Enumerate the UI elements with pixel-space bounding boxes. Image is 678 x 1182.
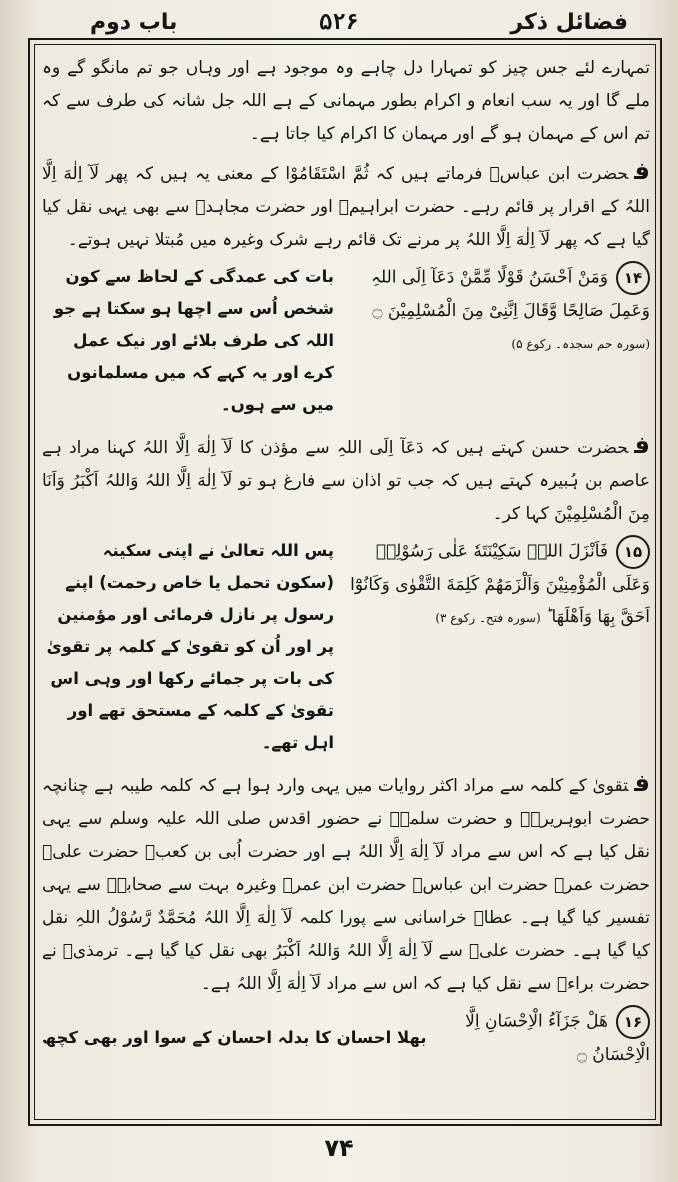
surah-reference: (سورہ فتح۔ رکوع ۳) — [435, 611, 541, 625]
page-number: ۵۲۶ — [319, 10, 359, 35]
commentary-paragraph-2 — [42, 429, 650, 531]
footer-page-marker: ۷۴ — [324, 1134, 354, 1162]
verse-arabic — [350, 261, 650, 421]
commentary-text: حضرت ابن عباسؓ فرماتے ہیں کہ ثُمَّ اسْتَقَامُوْا کے معنی یہ ہیں کہ پھر لَآ اِلٰهَ اِلَّا اللہُ کے اقرار پر قائم رہے۔ حضرت ابراہیمؒ اور حضرت مجاہدؒ سے بھی یہی نقل کیا گیا ہے کہ پھر لَآ اِلٰهَ اِلَّا اللہُ پر مرنے تک قائم رہے شرک وغیرہ میں مُبتلا نہیں ہوتے۔ — [42, 164, 650, 250]
fa-marker: ف — [634, 431, 650, 459]
fa-marker: ف — [634, 769, 650, 797]
chapter-title: باب دوم — [90, 10, 178, 35]
commentary-paragraph-3 — [42, 767, 650, 1001]
verse-number-badge: ۱۶ — [616, 1005, 650, 1039]
verse-translation: پس اللہ تعالیٰ نے اپنی سکینہ (سکون تحمل یا خاص رحمت) اپنے رسول پر نازل فرمائی اور مؤمنین پر اور اُن کو تقویٰ کے کلمہ پر تقویٰ کی بات پر جمائے رکھا اور وہی اس تقویٰ کے کلمہ کے مستحق تھے اور اہل تھے۔ — [46, 541, 334, 752]
verse-arabic — [455, 1005, 650, 1071]
fa-marker: ف — [634, 157, 650, 185]
commentary-paragraph-1 — [42, 155, 650, 257]
book-title: فضائل ذکر — [510, 10, 628, 35]
paragraph-1: تمہارے لئے جس چیز کو تمہارا دل چاہے وہ موجود ہے اور وہاں جو تم مانگو گے وہ ملے گا اور یہ سب انعام و اکرام بطور مہمانی کے ہے اللہ جل شانہ کی طرف سے کہ تم اس کے مہمان ہو گے اور مہمان کا اکرام کیا جاتا ہے۔ — [42, 58, 650, 144]
verse-14 — [42, 261, 650, 421]
arabic-text: وَمَنْ اَحْسَنُ قَوْلًا مِّمَّنْ دَعَآ اِلَى اللہِ وَعَمِلَ صَالِحًا وَّقَالَ اِنَّنِیْ مِنَ الْمُسْلِمِیْنَ ۝ — [371, 267, 650, 321]
verse-15 — [42, 535, 650, 759]
verse-number-badge: ۱۴ — [616, 261, 650, 295]
surah-reference: (سورہ حم سجدہ۔ رکوع ۵) — [511, 337, 650, 351]
verse-arabic — [350, 535, 650, 759]
verse-16 — [42, 1005, 650, 1071]
arabic-text: هَلْ جَزَآءُ الْاِحْسَانِ اِلَّا الْاِحْسَانُ ۝ — [465, 1011, 650, 1065]
commentary-text: تقویٰ کے کلمہ سے مراد اکثر روایات میں یہی وارد ہوا ہے کہ کلمہ طیبہ ہے چنانچہ حضرت ابوہریرہؓ و حضرت سلمہؓ نے حضور اقدس صلی اللہ علیہ وسلم سے یہی نقل کیا ہے کہ اس سے مراد لَآ اِلٰهَ اِلَّا اللہُ ہے اور حضرت اُبی بن کعبؓ حضرت علیؓ حضرت عمرؓ حضرت ابن عباسؓ حضرت ابن عمرؓ وغیرہ بہت سے صحابہؓ سے یہی تفسیر کیا گیا ہے۔ عطاؒ خراسانی سے پورا کلمہ لَآ اِلٰهَ اِلَّا اللہُ مُحَمَّدٌ رَّسُوْلُ اللہِ نقل کیا گیا ہے۔ حضرت علیؓ سے لَآ اِلٰهَ اِلَّا اللہُ وَاللہُ اَکْبَرُ بھی نقل کیا گیا ہے۔ ترمذیؒ نے حضرت براءؓ سے نقل کیا ہے کہ اس سے مراد لَآ اِلٰهَ اِلَّا اللہُ ہے۔ — [42, 776, 650, 994]
verse-translation: بھلا احسان کا بدلہ احسان کے سوا اور بھی کچھ — [42, 1028, 427, 1047]
arabic-text: فَاَنْزَلَ اللہُ سَکِیْنَتَهٗ عَلٰی رَسُوْلِهٖ وَعَلَى الْمُؤْمِنِیْنَ وَاَلْزَمَهُمْ کَلِمَةَ التَّقْوٰی وَکَانُوْٓا اَحَقَّ بِهَا وَاَهْلَهَا ؕ — [350, 541, 650, 627]
verse-number-badge: ۱۵ — [616, 535, 650, 569]
verse-translation: بات کی عمدگی کے لحاظ سے کون شخص اُس سے اچھا ہو سکتا ہے جو اللہ کی طرف بلائے اور نیک عمل کرے اور یہ کہے کہ میں مسلمانوں میں سے ہوں۔ — [53, 267, 334, 414]
commentary-text: حضرت حسن کہتے ہیں کہ دَعَآ اِلَى اللہِ سے مؤذن کا لَآ اِلٰهَ اِلَّا اللہُ کہنا مراد ہے عاصم بن ہُبیرہ کہتے ہیں کہ جب تو اذان سے فارغ ہو تو لَآ اِلٰهَ اِلَّا اللہُ وَاللہُ اَکْبَرُ وَاَنَا مِنَ الْمُسْلِمِیْنَ کہا کر۔ — [42, 438, 650, 524]
running-header — [40, 6, 638, 40]
page-content — [42, 52, 650, 1112]
